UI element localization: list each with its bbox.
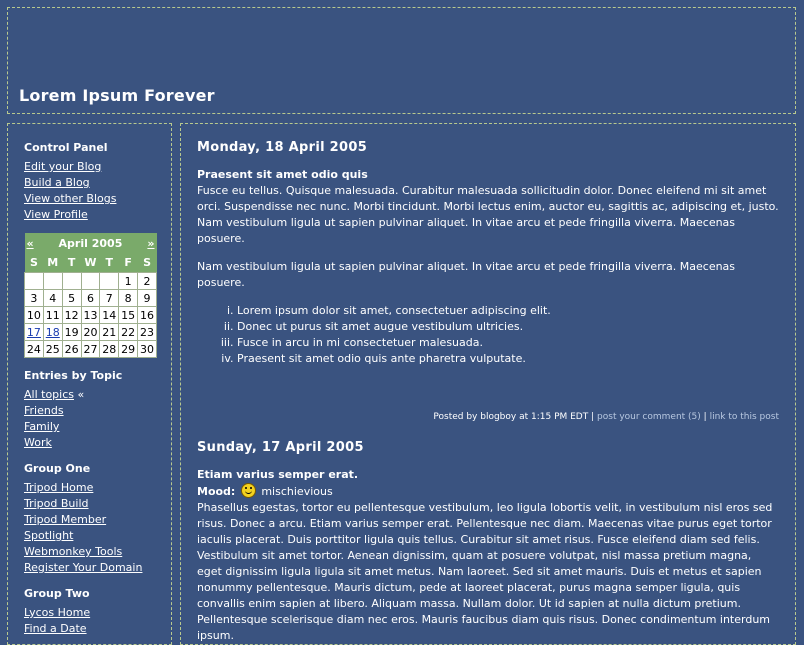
topic-all-link[interactable]: All topics <box>24 388 74 401</box>
find-a-date-link[interactable]: Find a Date <box>24 622 87 635</box>
calendar-day: 22 <box>119 324 138 341</box>
calendar-week <box>25 307 157 324</box>
main-content <box>180 123 796 645</box>
calendar-day: 10 <box>25 307 44 324</box>
sidebar <box>7 123 172 645</box>
calendar-weekday: M <box>43 253 62 273</box>
calendar-day: 4 <box>43 290 62 307</box>
entry-list <box>197 303 779 367</box>
calendar-weekday: F <box>119 253 138 273</box>
blog-title: Lorem Ipsum Forever <box>19 86 215 105</box>
calendar-day: 16 <box>138 307 157 324</box>
entry-list-item: iv. Praesent sit amet odio quis ante pharetra vulputate. <box>237 351 779 367</box>
calendar-day: 25 <box>43 341 62 358</box>
calendar-day: 6 <box>81 290 100 307</box>
group-two <box>24 586 171 637</box>
calendar-day: 21 <box>100 324 119 341</box>
blog-entry <box>197 440 779 644</box>
current-topic-marker: « <box>77 388 85 401</box>
calendar-weekday: S <box>138 253 157 273</box>
calendar-day: 27 <box>81 341 100 358</box>
calendar-day: 1 <box>119 273 138 290</box>
calendar-day: 30 <box>138 341 157 358</box>
calendar-next-month[interactable]: » <box>147 236 155 250</box>
calendar-day: 11 <box>43 307 62 324</box>
spotlight-link[interactable]: Spotlight <box>24 529 74 542</box>
entry-mood <box>197 483 779 500</box>
calendar-day <box>25 273 44 290</box>
calendar-day: 3 <box>25 290 44 307</box>
footer-separator: | <box>591 412 595 422</box>
blog-entry <box>197 140 779 422</box>
calendar-day <box>43 273 62 290</box>
topic-family-link[interactable]: Family <box>24 420 60 433</box>
entry-paragraph: Phasellus egestas, tortor eu pellentesque vestibulum, leo ligula lobortis velit, in vestibulum nisl eros sed risus. Donec a arcu. Etiam varius semper erat. Pellentesque nec diam. Maecenas vitae purus eget tortor iaculis placerat. Duis porttitor ligula quis tellus. Curabitur sit amet risus. Fusce eleifend diam sed felis. Vestibulum sit amet tortor. Aenean dignissim, quam at posuere volutpat, nisl massa pretium magna, eget dignissim ligula ligula sit amet metus. Nam laoreet. Sed sit amet mauris. Duis et metus et sapien nonummy pellentesque. Mauris dictum, pede at laoreet placerat, purus magna semper ligula, quis convallis enim sapien at libero. Aliquam massa. Nullam dolor. Ut id sapien at nulla dictum pretium. Pellentesque scelerisque diam nec eros. Mauris faucibus diam quis risus. Donec condimentum interdum ipsum. <box>197 501 773 642</box>
calendar-day: 7 <box>100 290 119 307</box>
entry-list-item: iii. Fusce in arcu in mi consectetuer malesuada. <box>237 335 779 351</box>
view-other-blogs-link[interactable]: View other Blogs <box>24 192 117 205</box>
calendar-day: 29 <box>119 341 138 358</box>
posted-by: Posted by blogboy at 1:15 PM EDT <box>433 412 589 422</box>
calendar-day: 28 <box>100 341 119 358</box>
calendar-day: 14 <box>100 307 119 324</box>
edit-blog-link[interactable]: Edit your Blog <box>24 160 102 173</box>
smiley-icon <box>241 483 256 498</box>
calendar-day: 2 <box>138 273 157 290</box>
calendar-day-link[interactable]: 17 <box>26 325 41 339</box>
mood-label: Mood: <box>197 485 236 498</box>
entry-list-item: ii. Donec ut purus sit amet augue vestibulum ultricies. <box>237 319 779 335</box>
calendar-day: 5 <box>62 290 81 307</box>
control-panel <box>24 140 171 223</box>
build-blog-link[interactable]: Build a Blog <box>24 176 90 189</box>
calendar-prev-month[interactable]: « <box>26 236 34 250</box>
calendar-weekdays <box>25 253 157 273</box>
group-one <box>24 461 171 576</box>
entry-footer <box>197 412 779 422</box>
group-one-heading: Group One <box>24 462 91 475</box>
entry-title: Etiam varius semper erat. <box>197 468 359 481</box>
entry-title: Praesent sit amet odio quis <box>197 168 368 181</box>
calendar-week <box>25 290 157 307</box>
calendar-day: 20 <box>81 324 100 341</box>
blog-header <box>7 7 796 114</box>
entry-date: Sunday, 17 April 2005 <box>197 440 364 455</box>
calendar <box>24 233 157 358</box>
calendar-day: 26 <box>62 341 81 358</box>
webmonkey-tools-link[interactable]: Webmonkey Tools <box>24 545 123 558</box>
calendar-day: 19 <box>62 324 81 341</box>
permalink-link[interactable]: link to this post <box>709 412 779 422</box>
view-profile-link[interactable]: View Profile <box>24 208 88 221</box>
calendar-weekday: S <box>25 253 44 273</box>
calendar-day: 9 <box>138 290 157 307</box>
calendar-month: April 2005 <box>43 233 137 253</box>
group-two-heading: Group Two <box>24 587 90 600</box>
calendar-weekday: T <box>100 253 119 273</box>
calendar-day <box>100 273 119 290</box>
calendar-weekday: T <box>62 253 81 273</box>
tripod-build-link[interactable]: Tripod Build <box>24 497 89 510</box>
tripod-home-link[interactable]: Tripod Home <box>24 481 94 494</box>
mood-value: mischievious <box>261 485 333 498</box>
calendar-day: 23 <box>138 324 157 341</box>
calendar-day: 13 <box>81 307 100 324</box>
calendar-day-link[interactable]: 18 <box>45 325 60 339</box>
calendar-day <box>81 273 100 290</box>
calendar-day: 12 <box>62 307 81 324</box>
entry-date: Monday, 18 April 2005 <box>197 140 368 155</box>
calendar-day: 8 <box>119 290 138 307</box>
calendar-day: 15 <box>119 307 138 324</box>
calendar-week <box>25 273 157 290</box>
topic-work-link[interactable]: Work <box>24 436 52 449</box>
control-panel-heading: Control Panel <box>24 141 108 154</box>
lycos-home-link[interactable]: Lycos Home <box>24 606 91 619</box>
topics <box>24 368 171 451</box>
post-comment-link[interactable]: post your comment (5) <box>597 412 701 422</box>
register-domain-link[interactable]: Register Your Domain <box>24 561 143 574</box>
entry-paragraph: Fusce eu tellus. Quisque malesuada. Curabitur malesuada sollicitudin dolor. Donec eleifend mi sit amet orci. Suspendisse nec nunc. Morbi tincidunt. Morbi lectus enim, auctor eu, sagittis ac, adipiscing et, justo. Nam vestibulum ligula ut sapien pulvinar aliquet. In vitae arcu et pede fringilla viverra. Maecenas posuere. <box>197 184 779 245</box>
footer-separator: | <box>703 412 707 422</box>
calendar-weekday: W <box>81 253 100 273</box>
calendar-week <box>25 324 157 341</box>
topic-friends-link[interactable]: Friends <box>24 404 64 417</box>
calendar-week <box>25 341 157 358</box>
topics-heading: Entries by Topic <box>24 369 123 382</box>
entry-paragraph: Nam vestibulum ligula ut sapien pulvinar aliquet. In vitae arcu et pede fringilla viverra. Maecenas posuere. <box>197 260 736 289</box>
tripod-member-link[interactable]: Tripod Member <box>24 513 107 526</box>
entry-list-item: i. Lorem ipsum dolor sit amet, consectetuer adipiscing elit. <box>237 303 779 319</box>
calendar-day: 24 <box>25 341 44 358</box>
calendar-day <box>62 273 81 290</box>
